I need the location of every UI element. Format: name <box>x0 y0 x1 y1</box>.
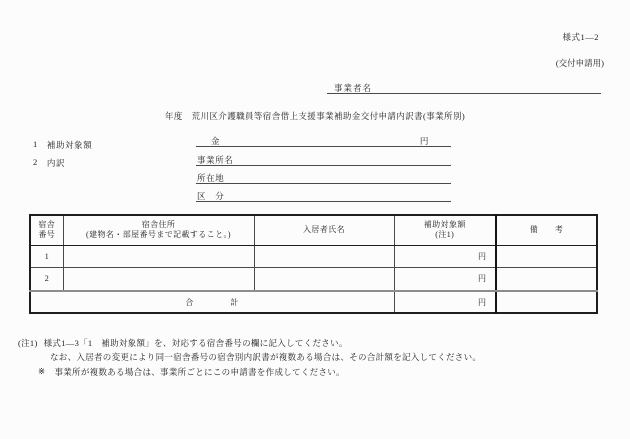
note-1-continuation-text: なお、入居者の変更により同一宿舎番号の宿舎別内訳書が複数ある場合は、その合計額を記入してください。 <box>50 352 482 362</box>
note-1-prefix: (注1) <box>18 338 38 348</box>
row2-resident-cell <box>254 267 394 291</box>
page-title: 年度 荒川区介護職員等宿舎借上支援事業補助金交付申請内訳書(事業所別) <box>164 111 466 121</box>
table-row-2 <box>30 267 597 291</box>
section1-number: 1 <box>33 139 38 149</box>
amount-prefix: 金 <box>211 136 221 146</box>
section1-label: 補助対象額 <box>46 140 93 150</box>
subsidy-header-line2: (注1) <box>435 230 455 240</box>
subsidy-breakdown-table <box>29 214 598 314</box>
usage-label: (交付申請用) <box>555 58 604 68</box>
section2-number: 2 <box>33 157 38 167</box>
business-owner-label: 事業者名 <box>334 83 373 93</box>
office-name-field <box>196 154 451 166</box>
note-2-text: 事業所が複数ある場合は、事業所ごとにこの申請書を作成してください。 <box>54 367 345 377</box>
note-1 <box>18 337 348 349</box>
col-header-subsidy <box>394 215 496 245</box>
category-label: 区 分 <box>197 191 225 201</box>
room-number-header-line2: 番号 <box>38 230 56 240</box>
note-2 <box>38 366 345 378</box>
section-subsidy-amount <box>33 139 92 151</box>
location-field <box>196 172 451 184</box>
row2-number: 2 <box>30 267 63 291</box>
row1-remarks-cell <box>496 245 597 267</box>
col-header-resident: 入居者氏名 <box>254 215 394 245</box>
row1-amount-cell: 円 <box>394 245 496 267</box>
row1-resident-cell <box>254 245 394 267</box>
table-total-row <box>30 291 597 313</box>
col-header-room-number <box>30 215 63 245</box>
total-label-cell: 合 計 <box>30 291 394 313</box>
amount-unit: 円 <box>419 136 429 146</box>
table-header-row <box>30 215 597 245</box>
address-header-line1: 宿舎住所 <box>141 219 176 229</box>
category-field <box>196 190 451 202</box>
row2-address-cell <box>63 267 254 291</box>
amount-field <box>196 135 451 147</box>
total-remarks-cell <box>496 291 597 313</box>
note-2-prefix: ※ <box>38 366 46 376</box>
row2-amount-cell: 円 <box>394 267 496 291</box>
row1-address-cell <box>63 245 254 267</box>
office-name-label: 事業所名 <box>197 155 234 165</box>
section2-label: 内訳 <box>46 158 66 168</box>
row2-remarks-cell <box>496 267 597 291</box>
row1-number: 1 <box>30 245 63 267</box>
room-number-header-line1: 宿舎 <box>38 219 56 229</box>
table-row-1 <box>30 245 597 267</box>
col-header-address <box>63 215 254 245</box>
form-number: 様式1—2 <box>562 32 599 42</box>
subsidy-header-line1: 補助対象額 <box>423 219 466 229</box>
section-breakdown <box>33 157 65 169</box>
business-owner-field <box>327 82 601 94</box>
location-label: 所在地 <box>197 173 225 183</box>
note-1-text: 様式1—3「1 補助対象額」を、対応する宿舎番号の欄に記入してください。 <box>43 338 348 348</box>
total-amount-cell: 円 <box>394 291 496 313</box>
col-header-remarks: 備 考 <box>496 215 597 245</box>
address-header-line2: (建物名・部屋番号まで記載すること。) <box>86 230 231 240</box>
note-1-continuation <box>50 351 481 363</box>
